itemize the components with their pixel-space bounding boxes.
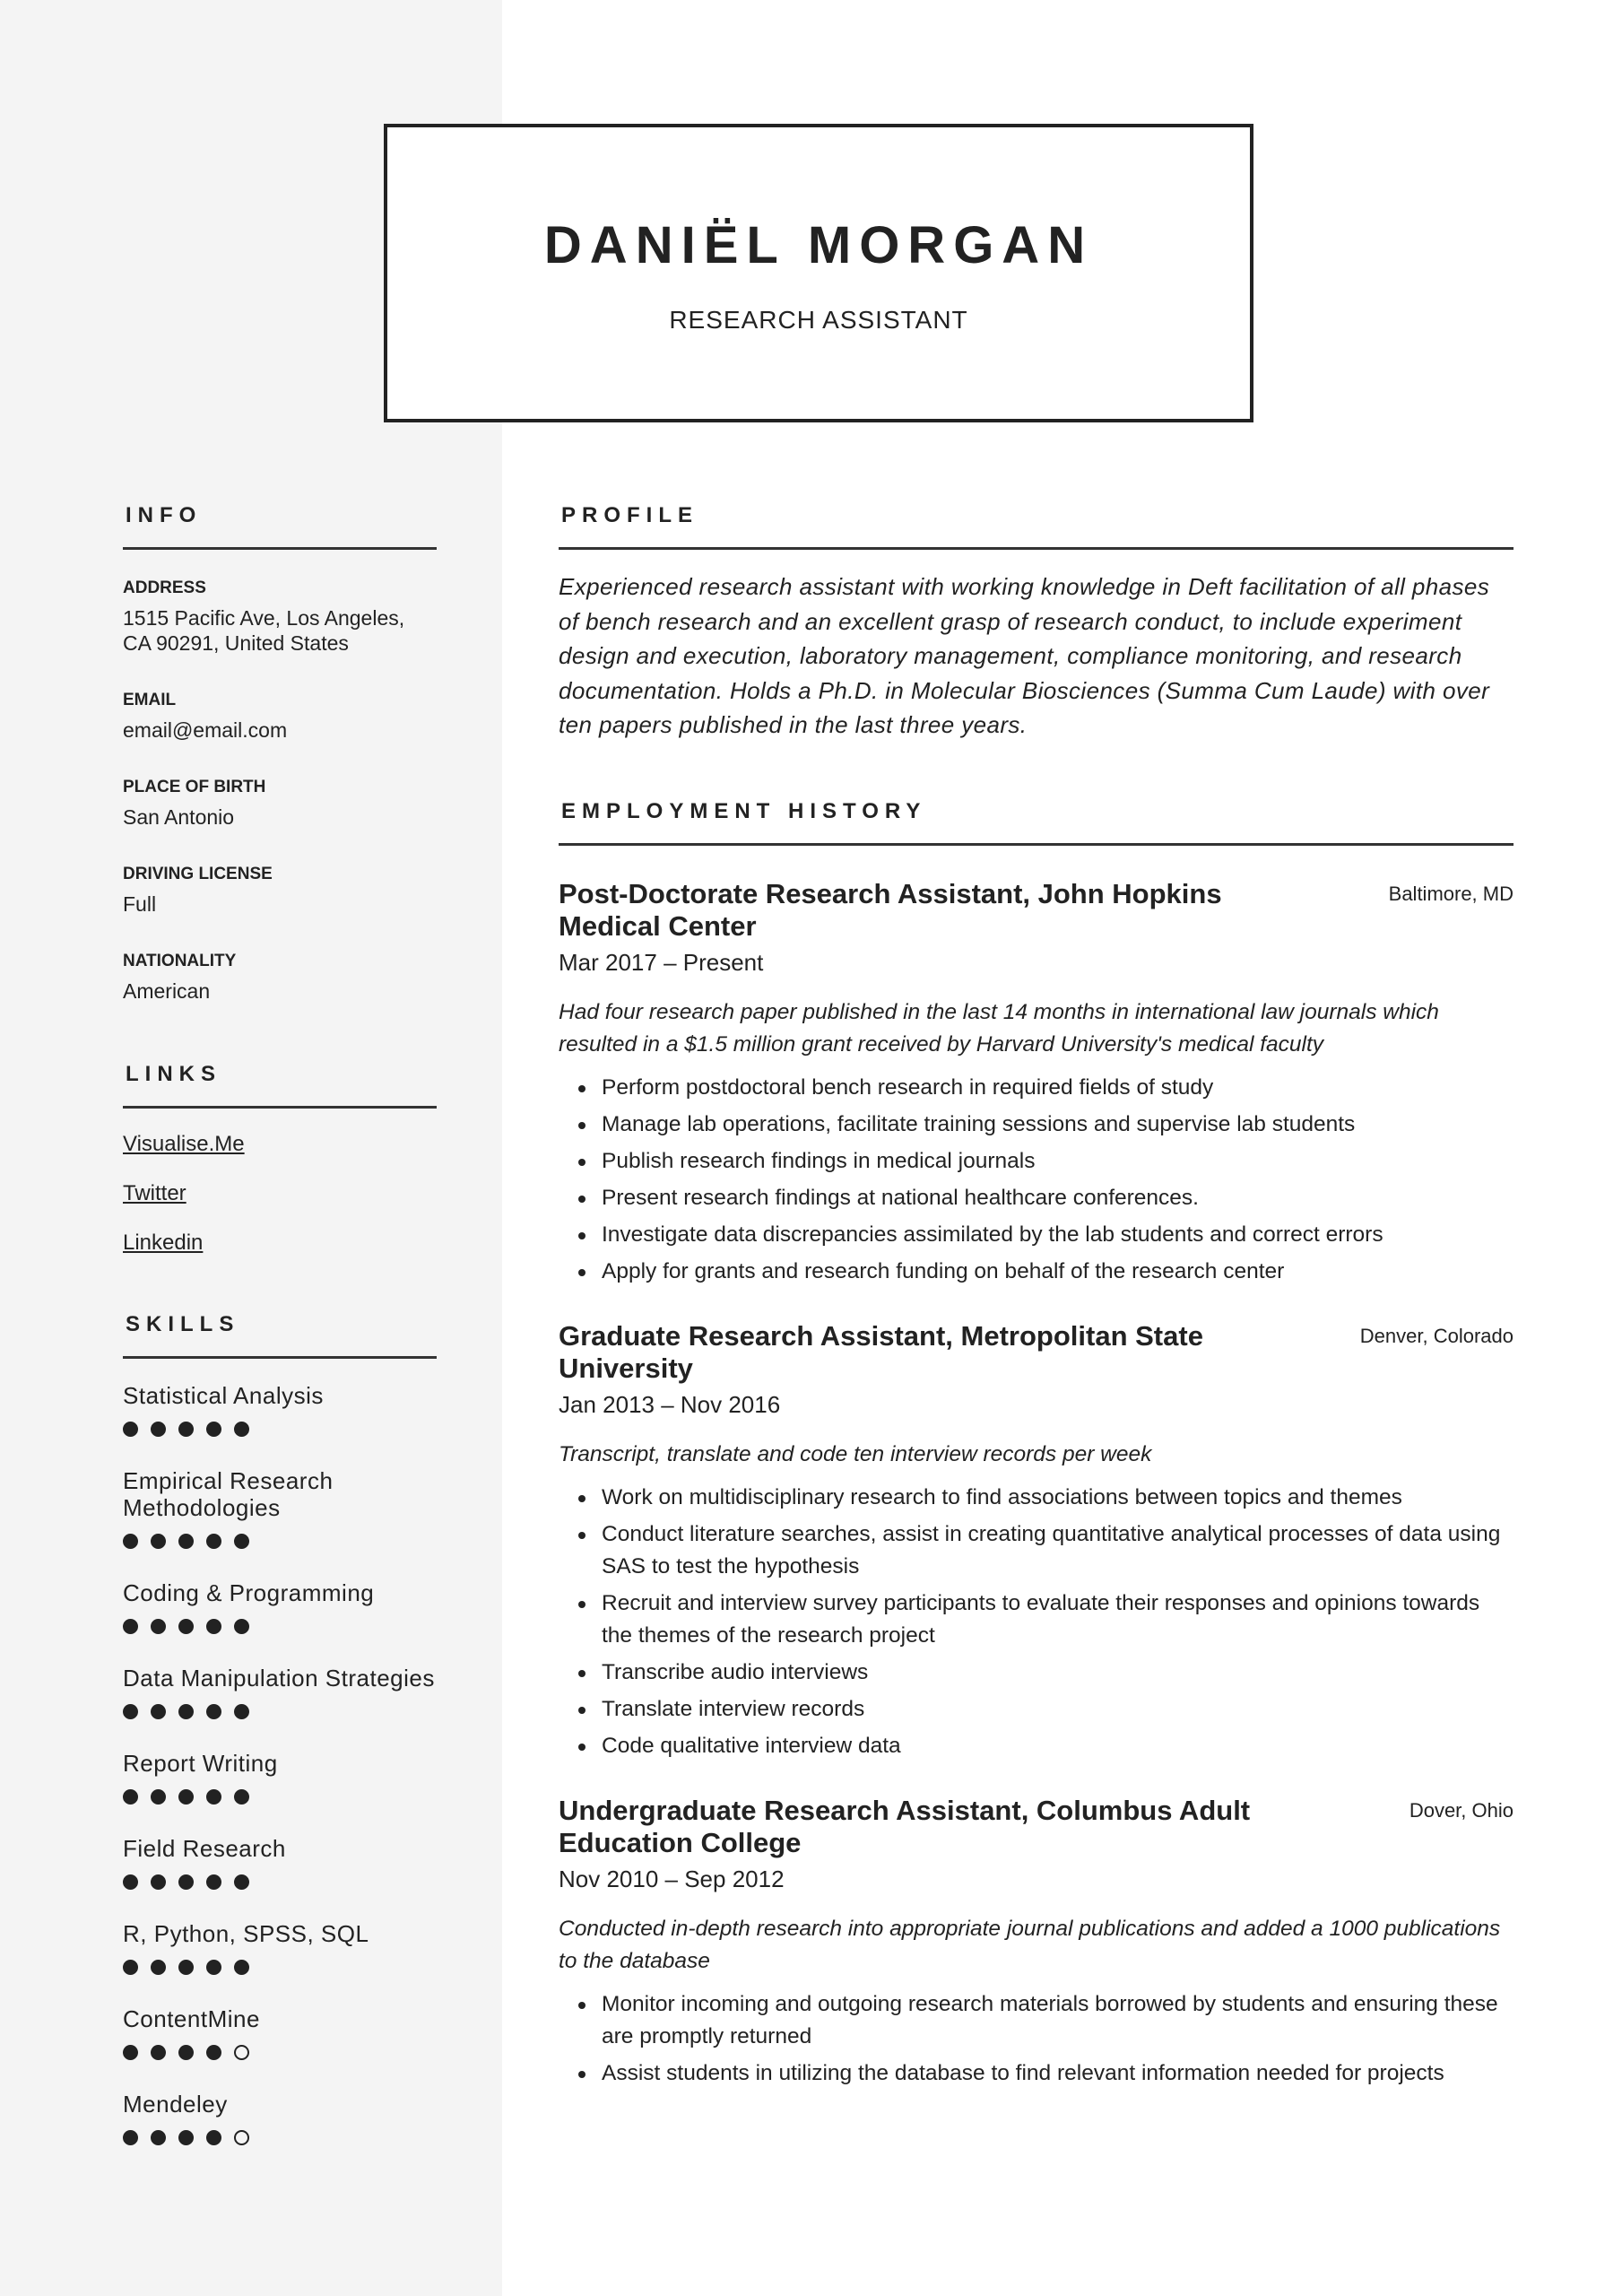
info-value: Full (123, 892, 157, 916)
bullet-item: Apply for grants and research funding on behalf of the research center (559, 1256, 1514, 1288)
skill-name: Empirical Research Methodologies (123, 1467, 334, 1521)
filled-dot-icon (151, 2045, 166, 2060)
filled-dot-icon (178, 2130, 194, 2145)
job-header (559, 1795, 1514, 1859)
job-bullets (559, 1072, 1514, 1288)
skill-level-rating (123, 1704, 437, 1719)
employment-heading: EMPLOYMENT HISTORY (559, 798, 1514, 846)
info-label: PLACE OF BIRTH (123, 778, 266, 796)
bullet-item: Transcribe audio interviews (559, 1657, 1514, 1689)
filled-dot-icon (151, 1874, 166, 1890)
skill-level-rating (123, 1874, 437, 1890)
job-summary: Conducted in-depth research into appropriate journal publications and added a 1000 publications to the database (559, 1916, 1501, 1973)
job-title-heading: RESEARCH ASSISTANT (669, 306, 968, 334)
header-box (384, 124, 1253, 422)
info-item (123, 689, 437, 743)
job-summary: Had four research paper published in the last 14 months in international law journals which resulted in a $1.5 million grant received by Harvard University's medical faculty (559, 999, 1439, 1057)
candidate-name: DANIËL MORGAN (543, 216, 1094, 274)
job-title: Graduate Research Assistant, Metropolitan State University (559, 1319, 1203, 1384)
filled-dot-icon (151, 1960, 166, 1975)
profile-text: Experienced research assistant with working knowledge in Deft facilitation of all phases of bench research and an excellent grasp of research conduct, to include experiment design and execution, laboratory management, compliance monitoring, and research documentation. Holds a Ph.D. in Molecular Biosciences (Summa Cum Laude) with over ten papers published in the last three years. (559, 573, 1490, 738)
info-label: DRIVING LICENSE (123, 865, 273, 883)
info-item (123, 863, 437, 917)
filled-dot-icon (123, 1534, 138, 1549)
filled-dot-icon (178, 1534, 194, 1549)
info-value: 1515 Pacific Ave, Los Angeles, CA 90291, United States (123, 606, 405, 655)
info-item (123, 577, 437, 656)
links-heading: LINKS (123, 1061, 437, 1109)
info-label: ADDRESS (123, 578, 206, 597)
links-section (123, 1061, 437, 1257)
job-dates: Nov 2010 – Sep 2012 (559, 1865, 785, 1892)
skill-item (123, 2005, 437, 2060)
skill-level-rating (123, 1422, 437, 1437)
skill-level-rating (123, 2130, 437, 2145)
skill-item (123, 1467, 437, 1549)
job-bullets (559, 1482, 1514, 1762)
filled-dot-icon (206, 1619, 221, 1634)
info-section (123, 502, 437, 1037)
filled-dot-icon (234, 1704, 249, 1719)
filled-dot-icon (178, 1704, 194, 1719)
job-location: Dover, Ohio (1409, 1798, 1514, 1822)
bullet-item: Code qualitative interview data (559, 1730, 1514, 1762)
filled-dot-icon (234, 1789, 249, 1805)
filled-dot-icon (123, 1704, 138, 1719)
filled-dot-icon (123, 1789, 138, 1805)
info-value: San Antonio (123, 805, 235, 829)
job-location: Baltimore, MD (1388, 882, 1514, 905)
info-label: EMAIL (123, 691, 177, 709)
skill-level-rating (123, 1789, 437, 1805)
skill-level-rating (123, 1619, 437, 1634)
bullet-item: Publish research findings in medical journals (559, 1145, 1514, 1178)
filled-dot-icon (234, 1422, 249, 1437)
filled-dot-icon (178, 1874, 194, 1890)
profile-heading: PROFILE (559, 502, 1514, 550)
filled-dot-icon (178, 1422, 194, 1437)
job-header (559, 878, 1514, 943)
main-content (559, 502, 1514, 2094)
skill-item (123, 2091, 437, 2145)
bullet-item: Monitor incoming and outgoing research materials borrowed by students and ensuring these are promptly returned (559, 1988, 1514, 2053)
job-header (559, 1320, 1514, 1385)
filled-dot-icon (123, 1874, 138, 1890)
link-twitter[interactable]: Twitter (123, 1181, 186, 1205)
skill-item (123, 1835, 437, 1890)
info-value: American (123, 979, 211, 1003)
empty-dot-icon (234, 2045, 249, 2060)
bullet-item: Work on multidisciplinary research to find associations between topics and themes (559, 1482, 1514, 1514)
filled-dot-icon (123, 2130, 138, 2145)
bullet-item: Present research findings at national healthcare conferences. (559, 1182, 1514, 1214)
filled-dot-icon (151, 1619, 166, 1634)
link-visualiseme[interactable]: Visualise.Me (123, 1132, 245, 1156)
filled-dot-icon (206, 1534, 221, 1549)
skill-item (123, 1579, 437, 1634)
filled-dot-icon (178, 1789, 194, 1805)
bullet-item: Recruit and interview survey participants to evaluate their responses and opinions towards the themes of the research project (559, 1587, 1514, 1652)
filled-dot-icon (123, 1960, 138, 1975)
filled-dot-icon (206, 1789, 221, 1805)
employment-section (559, 798, 1514, 2090)
filled-dot-icon (206, 1422, 221, 1437)
job-title: Post-Doctorate Research Assistant, John Hopkins Medical Center (559, 877, 1222, 942)
job-summary: Transcript, translate and code ten interview records per week (559, 1441, 1152, 1466)
filled-dot-icon (123, 2045, 138, 2060)
filled-dot-icon (206, 2130, 221, 2145)
skill-level-rating (123, 1534, 437, 1549)
filled-dot-icon (123, 1619, 138, 1634)
skills-heading: SKILLS (123, 1311, 437, 1359)
filled-dot-icon (123, 1422, 138, 1437)
filled-dot-icon (234, 1874, 249, 1890)
filled-dot-icon (178, 1960, 194, 1975)
skill-name: Statistical Analysis (123, 1382, 324, 1409)
bullet-item: Translate interview records (559, 1693, 1514, 1726)
link-linkedin[interactable]: Linkedin (123, 1231, 204, 1255)
filled-dot-icon (206, 1874, 221, 1890)
skill-item (123, 1920, 437, 1975)
skills-section (123, 1311, 437, 2176)
job-location: Denver, Colorado (1359, 1324, 1514, 1347)
filled-dot-icon (151, 1534, 166, 1549)
filled-dot-icon (206, 2045, 221, 2060)
bullet-item: Investigate data discrepancies assimilated by the lab students and correct errors (559, 1219, 1514, 1251)
skill-level-rating (123, 1960, 437, 1975)
filled-dot-icon (234, 1619, 249, 1634)
job-dates: Mar 2017 – Present (559, 948, 764, 976)
bullet-item: Assist students in utilizing the database to find relevant information needed for projects (559, 2057, 1514, 2090)
info-item (123, 776, 437, 830)
filled-dot-icon (151, 1422, 166, 1437)
job-entry (559, 878, 1514, 1288)
empty-dot-icon (234, 2130, 249, 2145)
skill-level-rating (123, 2045, 437, 2060)
skill-name: Data Manipulation Strategies (123, 1665, 435, 1692)
info-item (123, 950, 437, 1004)
filled-dot-icon (178, 2045, 194, 2060)
info-label: NATIONALITY (123, 952, 237, 970)
skill-name: ContentMine (123, 2005, 260, 2032)
filled-dot-icon (178, 1619, 194, 1634)
skill-item (123, 1665, 437, 1719)
info-value: email@email.com (123, 718, 288, 742)
bullet-item: Perform postdoctoral bench research in required fields of study (559, 1072, 1514, 1104)
filled-dot-icon (234, 1960, 249, 1975)
filled-dot-icon (151, 2130, 166, 2145)
filled-dot-icon (206, 1704, 221, 1719)
skill-name: Mendeley (123, 2091, 228, 2118)
job-title: Undergraduate Research Assistant, Columbus Adult Education College (559, 1794, 1251, 1858)
filled-dot-icon (151, 1704, 166, 1719)
skill-name: Coding & Programming (123, 1579, 375, 1606)
profile-section (559, 502, 1514, 743)
filled-dot-icon (234, 1534, 249, 1549)
skill-name: Field Research (123, 1835, 286, 1862)
bullet-item: Manage lab operations, facilitate training sessions and supervise lab students (559, 1109, 1514, 1141)
job-entry (559, 1320, 1514, 1762)
skill-name: Report Writing (123, 1750, 278, 1777)
filled-dot-icon (206, 1960, 221, 1975)
job-dates: Jan 2013 – Nov 2016 (559, 1390, 781, 1418)
filled-dot-icon (151, 1789, 166, 1805)
info-heading: INFO (123, 502, 437, 550)
bullet-item: Conduct literature searches, assist in creating quantitative analytical processes of data using SAS to test the hypothesis (559, 1518, 1514, 1583)
skill-name: R, Python, SPSS, SQL (123, 1920, 369, 1947)
skill-item (123, 1382, 437, 1437)
skill-item (123, 1750, 437, 1805)
job-bullets (559, 1988, 1514, 2090)
job-entry (559, 1795, 1514, 2090)
